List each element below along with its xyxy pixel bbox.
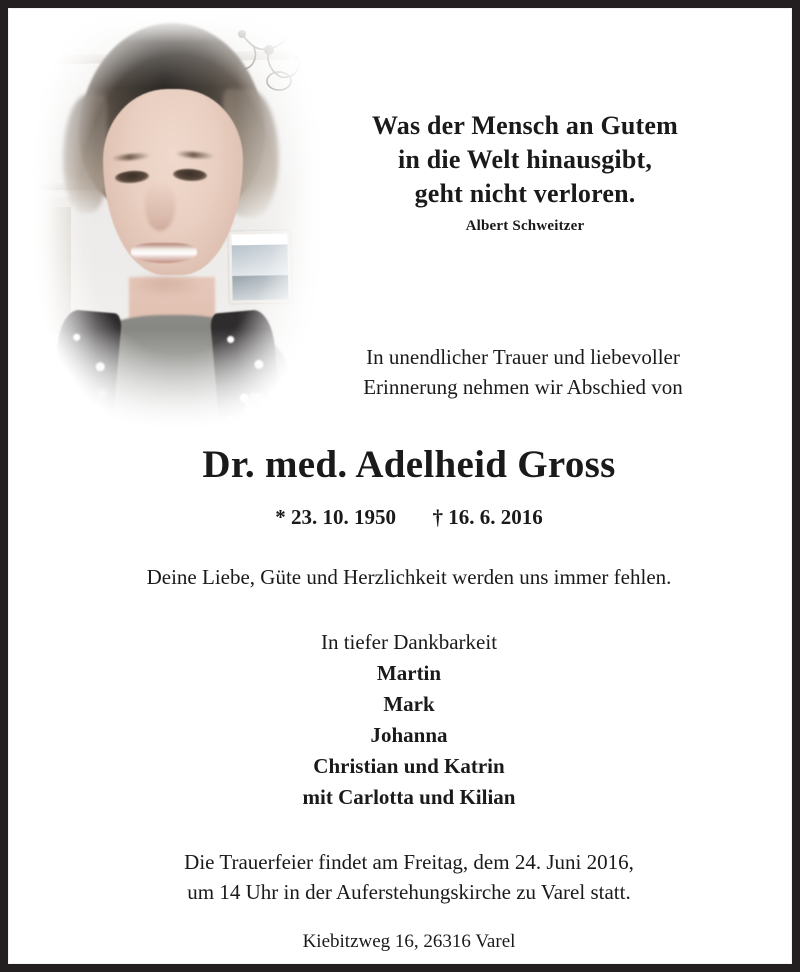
photo-vignette — [33, 15, 323, 427]
service-line-2: um 14 Uhr in der Auferstehungskirche zu Varel statt. — [187, 880, 631, 904]
survivor-name: Johanna — [370, 723, 448, 747]
portrait-photo — [33, 15, 323, 427]
quote-line-2: in die Welt hinausgibt, — [397, 145, 653, 174]
survivor-name: Mark — [383, 692, 435, 716]
birth-date: 23. 10. 1950 — [291, 505, 396, 529]
deceased-name: Dr. med. Adelheid Gross — [202, 443, 616, 486]
service-line-1: Die Trauerfeier findet am Freitag, dem 24. Juni 2016, — [184, 850, 634, 874]
farewell-message: Deine Liebe, Güte und Herzlichkeit werden uns immer fehlen. — [146, 565, 672, 589]
funeral-service-details — [49, 847, 769, 907]
mourning-intro — [321, 342, 725, 402]
quote-line-1: Was der Mensch an Gutem — [371, 111, 678, 140]
death-symbol: † — [432, 505, 443, 529]
gratitude-block — [49, 627, 769, 813]
family-address: Kiebitzweg 16, 26316 Varel — [302, 931, 516, 952]
survivor-name: mit Carlotta und Kilian — [302, 785, 516, 809]
notice-inner-frame — [8, 8, 792, 964]
birth-symbol: * — [275, 505, 286, 529]
gratitude-title: In tiefer Dankbarkeit — [320, 630, 498, 654]
deceased-dates — [49, 505, 769, 530]
memorial-quote — [339, 109, 711, 235]
portrait-canvas — [33, 15, 323, 427]
quote-author: Albert Schweitzer — [465, 218, 585, 234]
death-date: 16. 6. 2016 — [448, 505, 543, 529]
survivor-name: Christian und Katrin — [313, 754, 505, 778]
survivor-name: Martin — [376, 661, 442, 685]
intro-line-2: Erinnerung nehmen wir Abschied von — [363, 375, 683, 399]
quote-line-3: geht nicht verloren. — [414, 179, 636, 208]
intro-line-1: In unendlicher Trauer und liebevoller — [366, 345, 680, 369]
